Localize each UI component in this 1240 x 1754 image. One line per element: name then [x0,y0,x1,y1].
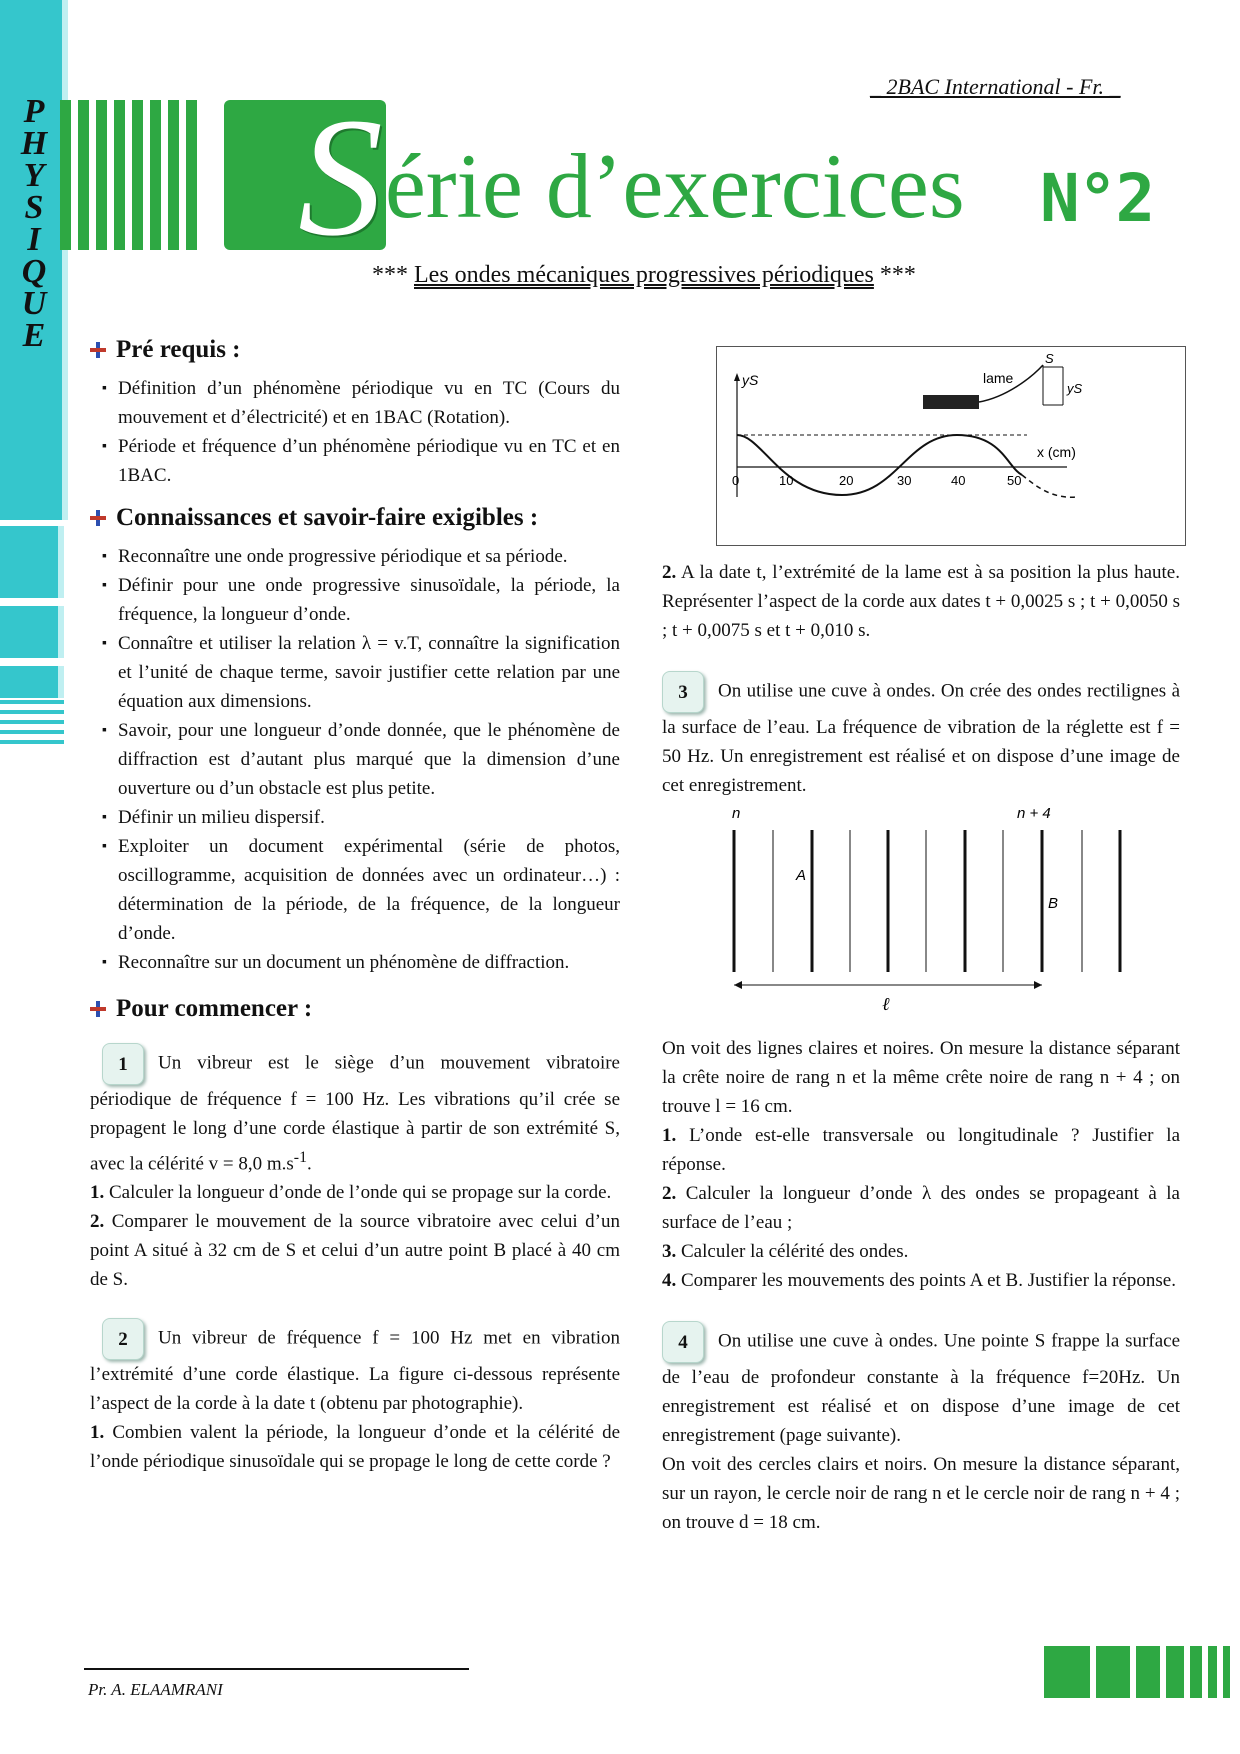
decor-bar [1136,1646,1160,1698]
point-b-label: B [1048,895,1059,912]
decor-bar [132,100,143,250]
lame-label: lame [983,370,1014,386]
side-decor-block [0,666,64,698]
exercise-text: . [306,1153,312,1175]
decor-bar [96,100,107,250]
side-decor-line [0,740,64,744]
exercise-question [90,1418,620,1476]
side-letter: H [20,125,48,162]
exercise-text: On utilise une cuve à ondes. On crée des ondes rectilignes à la surface de l’eau. La fréquence de vibration de la réglette est f = 50 Hz. Un enregistrement est réalisé et on dispose d’une image de cet enregistrement. [662,680,1180,796]
exponent: -1 [293,1149,307,1166]
exercise-1-intro [90,1043,620,1178]
side-letter: I [27,221,41,258]
side-decor-line [0,720,64,724]
question-text: Combien valent la période, la longueur d’onde et la célérité de l’onde périodique sinusoïdale qui se propage le long de cette corde ? [90,1422,620,1473]
bullet-cross-icon [90,342,106,358]
side-decor-block [0,606,64,658]
question-text: Calculer la célérité des ondes. [681,1241,909,1262]
question-text: Calculer la longueur d’onde λ des ondes se propageant à la surface de l’eau ; [662,1183,1180,1233]
tick-label: 20 [839,473,854,488]
list-item: ▪ Exploiter un document expérimental (série de photos, oscillogramme, acquisition de données avec un ordinateur…) : détermination de la période, de la fréquence, de la longueur d’onde. [90,832,620,948]
exercise-3-intro [662,671,1180,800]
arrow-head-right [1034,981,1042,989]
question-number: 3. [662,1241,677,1262]
side-letter: P [23,93,45,130]
rank-n4-label: n + 4 [1017,805,1051,822]
question-text: Comparer le mouvement de la source vibratoire avec celui d’un point A situé à 32 cm de S et celui d’un autre point B placé à 40 cm de S. [90,1211,621,1291]
side-letter: U [21,285,47,322]
decor-bar [150,100,161,250]
list-item: ▪ Reconnaître une onde progressive périodique et sa période. [90,542,620,571]
exercise-4 [662,1321,1180,1537]
section-heading-connaissances [90,504,620,532]
right-column [662,346,1180,1537]
tick-label: 30 [897,473,912,488]
y-axis-arrow [734,373,740,381]
list-item: ▪ Période et fréquence d’un phénomène périodique vu en TC et en 1BAC. [90,432,620,490]
footer-decor-bars [1044,1646,1230,1698]
exercise-question [90,1207,620,1294]
subtitle-stars-left: *** [372,262,408,288]
decor-bar [1096,1646,1130,1698]
string-wave-svg [717,347,1185,545]
left-column [90,336,620,1476]
exercise-number-badge: 3 [662,671,704,713]
rank-n-label: n [732,805,741,822]
list-item: ▪ Reconnaître sur un document un phénomène de diffraction. [90,948,620,977]
question-text: A la date t, l’extrémité de la lame est à sa position la plus haute. Représenter l’aspect de la corde aux dates t + 0,0025 s ; t + 0,0050 s ; t + 0,0075 s et t + 0,010 s. [662,562,1180,641]
footer-rule [84,1668,469,1670]
list-item: ▪ Savoir, pour une longueur d’onde donnée, que le phénomène de diffraction est d’autant plus marqué que la dimension d’une ouverture ou d’un obstacle est plus petite. [90,716,620,803]
exercise-2 [90,1318,620,1476]
list-item: ▪ Définir un milieu dispersif. [90,803,620,832]
exercise-question [662,1237,1180,1266]
exercise-question [90,1178,620,1207]
heading-text: Pour commencer : [116,995,313,1022]
exercise-1 [90,1043,620,1294]
tick-label: 10 [779,473,794,488]
exercise-question [662,558,1180,645]
exercise-4-intro [662,1321,1180,1450]
exercise-2-intro [90,1318,620,1418]
exercise-question [662,1266,1180,1295]
list-item: ▪ Définition d’un phénomène périodique vu en TC (Cours du mouvement et d’électricité) et en 1BAC (Rotation). [90,374,620,432]
exercise-text: On voit des lignes claires et noires. On mesure la distance séparant la crête noire de rang n et la même crête noire de rang n + 4 ; on trouve l = 16 cm. [662,1038,1180,1117]
ripple-tank-figure [692,800,1132,1020]
side-letter: Q [21,253,47,290]
decor-bar [1044,1646,1090,1698]
decor-bar [1223,1646,1230,1698]
side-decor-block [0,526,64,598]
decor-bar [168,100,179,250]
title-number: N°2 [1040,160,1154,237]
bullet-cross-icon [90,1001,106,1017]
exercise-question [662,1121,1180,1179]
question-number: 1. [662,1125,677,1146]
exercise-number-badge: 2 [102,1318,144,1360]
exercise-text: Un vibreur de fréquence f = 100 Hz met en vibration l’extrémité d’une corde élastique. La figure ci-dessous représente l’aspect de la corde à la date t (obtenu par photographie). [90,1327,620,1415]
vibrator-blade [923,395,979,409]
subtitle-stars-right: *** [879,262,916,288]
prerequis-list [90,374,620,490]
string-wave-figure [716,346,1186,546]
question-number: 2. [90,1211,105,1233]
footer-author: Pr. A. ELAAMRANI [88,1680,223,1699]
section-heading-commencer [90,995,620,1023]
point-a-label: A [796,867,807,884]
connaissances-list [90,542,620,977]
decor-bar [1208,1646,1217,1698]
level-label: _ 2BAC International - Fr. _ [870,74,1121,99]
side-letter: E [22,317,46,354]
ripple-tank-svg [692,800,1132,1020]
question-number: 1. [90,1182,105,1204]
heading-text: Connaissances et savoir-faire exigibles : [116,504,539,531]
arrow-head-left [734,981,742,989]
question-text: Calculer la longueur d’onde de l’onde qui se propage sur la corde. [109,1182,612,1204]
side-decor-line [0,730,64,734]
side-decor-line [0,700,64,704]
exercise-text: Un vibreur est le siège d’un mouvement vibratoire périodique de fréquence f = 100 Hz. Les vibrations qu’il crée se propagent le long d’une corde élastique à partir de son extrémité S, avec la célérité v = 8,0 m.s [90,1052,620,1175]
exercise-number-badge: 1 [102,1043,144,1085]
side-decor-line [0,710,64,714]
side-label [14,93,54,354]
question-number: 4. [662,1270,677,1291]
list-item: ▪ Définir pour une onde progressive sinusoïdale, la période, la fréquence, la longueur d’onde. [90,571,620,629]
x-axis-label: x (cm) [1037,444,1076,460]
exercise-text: On utilise une cuve à ondes. Une pointe S frappe la surface de l’eau de profondeur constante à la fréquence f=20Hz. Un enregistrement est réalisé et on dispose d’une image de cet enregistrement (page suivante). [662,1330,1180,1446]
question-text: L’onde est-elle transversale ou longitudinale ? Justifier la réponse. [662,1125,1180,1175]
decor-bar [78,100,89,250]
question-text: Comparer les mouvements des points A et B. Justifier la réponse. [681,1270,1176,1291]
question-number: 2. [662,1183,677,1204]
decor-bar [114,100,125,250]
page-title: érie d’exercices [385,135,965,237]
bullet-cross-icon [90,510,106,526]
tick-label: 50 [1007,473,1022,488]
question-number: 1. [90,1422,105,1444]
subtitle [372,262,916,289]
question-number: 2. [662,562,677,583]
source-label: S [1045,351,1054,366]
exercise-3 [662,671,1180,1295]
list-item: ▪ Connaître et utiliser la relation λ = v.T, connaître la signification et l’unité de chaque terme, savoir justifier cette relation par une équation aux dimensions. [90,629,620,716]
title-initial: S [298,83,383,271]
side-letter: Y [23,157,45,194]
side-decor-blocks [0,526,64,706]
wave-lines [734,830,1120,972]
side-decor-lines [0,700,64,750]
exercise-number-badge: 4 [662,1321,704,1363]
side-letter: S [24,189,44,226]
decor-bar [60,100,71,250]
tick-label: 40 [951,473,966,488]
distance-label: ℓ [882,994,890,1014]
subtitle-text: Les ondes mécaniques progressives périodiques [414,262,874,288]
exercise-text: On voit des cercles clairs et noirs. On mesure la distance séparant, sur un rayon, le cercle noir de rang n et le cercle noir de rang n + 4 ; on trouve d = 18 cm. [662,1454,1180,1533]
decor-bar [186,100,197,250]
heading-text: Pré requis : [116,336,241,363]
decor-bar [1166,1646,1184,1698]
y-axis-label: yS [742,372,759,388]
wave-continuation [1022,475,1077,497]
tick-label: 0 [732,473,740,488]
exercise-question [662,1179,1180,1237]
decor-bar [1190,1646,1202,1698]
ys-label: yS [1067,381,1083,396]
section-heading-prerequis [90,336,620,364]
header-decor-bars [60,100,197,250]
